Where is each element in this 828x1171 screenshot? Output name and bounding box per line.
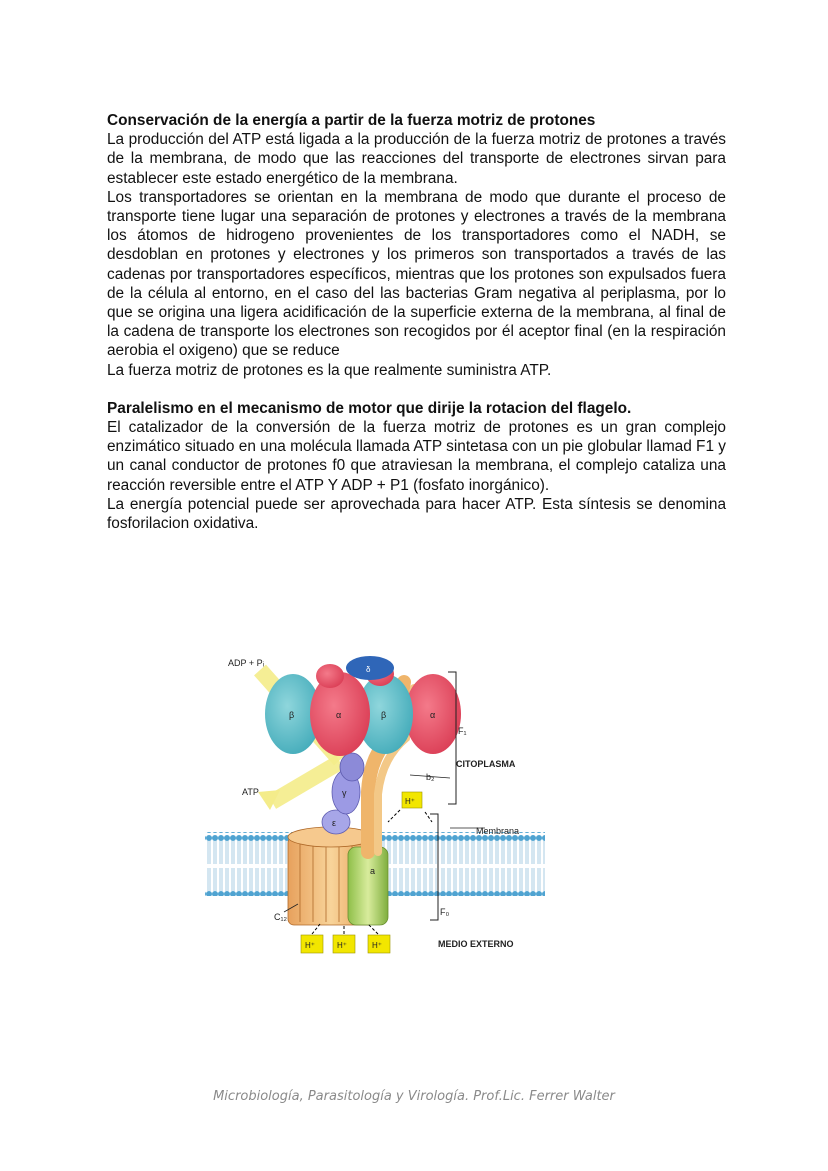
paragraph: La fuerza motriz de protones es la que realmente suministra ATP.	[107, 361, 552, 379]
label-proton: H⁺	[405, 797, 415, 806]
label-adp: ADP + Pᵢ	[228, 658, 265, 668]
label-medio-externo: MEDIO EXTERNO	[438, 939, 514, 949]
section-title-flagellum: Paralelismo en el mecanismo de motor que dirije la rotacion del flagelo.	[107, 399, 632, 417]
label-gamma: γ	[342, 788, 347, 798]
label-f1: F₁	[458, 726, 467, 736]
page-footer: Microbiología, Parasitología y Virología. Prof.Lic. Ferrer Walter	[213, 1089, 615, 1104]
label-atp: ATP	[242, 787, 259, 797]
label-f0: F₀	[440, 907, 450, 917]
label-membrana: Membrana	[476, 826, 520, 836]
label-proton: H⁺	[372, 941, 382, 950]
label-delta: δ	[366, 665, 371, 674]
paragraph: La energía potencial puede ser aprovechada para hacer ATP. Esta síntesis se denomina fosforilacion oxidativa.	[107, 495, 726, 533]
atp-synthase-figure	[200, 642, 570, 972]
paragraph: Los transportadores se orientan en la membrana de modo que durante el proceso de transporte tiene lugar una separación de protones y electrones a través de la membrana los átomos de hidrogeno provenientes de los transportadores como el NADH, se desdoblan en protones y electrones y los primeros son transportados a través de las cadenas por transportadores específicos, mientras que los protones son expulsados fuera de la célula al entorno, en el caso del las bacterias Gram negativa al periplasma, por lo que se origina una ligera acidificación de la superficie externa de la membrana, al final de la cadena de transporte los electrones son recogidos por él aceptor final (en la respiración aerobia el oxigeno) que se reduce	[107, 188, 726, 360]
document-body	[107, 111, 726, 533]
label-b2: b₂	[426, 772, 435, 782]
label-epsilon: ε	[332, 818, 337, 828]
paragraph: La producción del ATP está ligada a la producción de la fuerza motriz de protones a través de la membrana, de modo que las reacciones del transporte de electrones sirvan para establecer este estado energético de la membrana.	[107, 131, 726, 187]
label-beta: β	[289, 710, 295, 720]
label-citoplasma: CITOPLASMA	[456, 759, 516, 769]
label-proton: H⁺	[305, 941, 315, 950]
section-title-energy: Conservación de la energía a partir de la fuerza motriz de protones	[107, 112, 596, 129]
paragraph: El catalizador de la conversión de la fuerza motriz de protones es un gran complejo enzimático situado en una molécula llamada ATP sintetasa con un pie globular llamad F1 y un canal conductor de protones f0 que atraviesan la membrana, el complejo cataliza una reacción reversible entre el ATP Y ADP + P1 (fosfato inorgánico).	[107, 419, 726, 494]
label-beta: β	[381, 710, 387, 720]
label-c12: C₁₂	[274, 912, 288, 922]
label-proton: H⁺	[337, 941, 347, 950]
label-alpha: α	[430, 710, 436, 720]
label-alpha: α	[336, 710, 342, 720]
label-a: a	[370, 866, 376, 876]
